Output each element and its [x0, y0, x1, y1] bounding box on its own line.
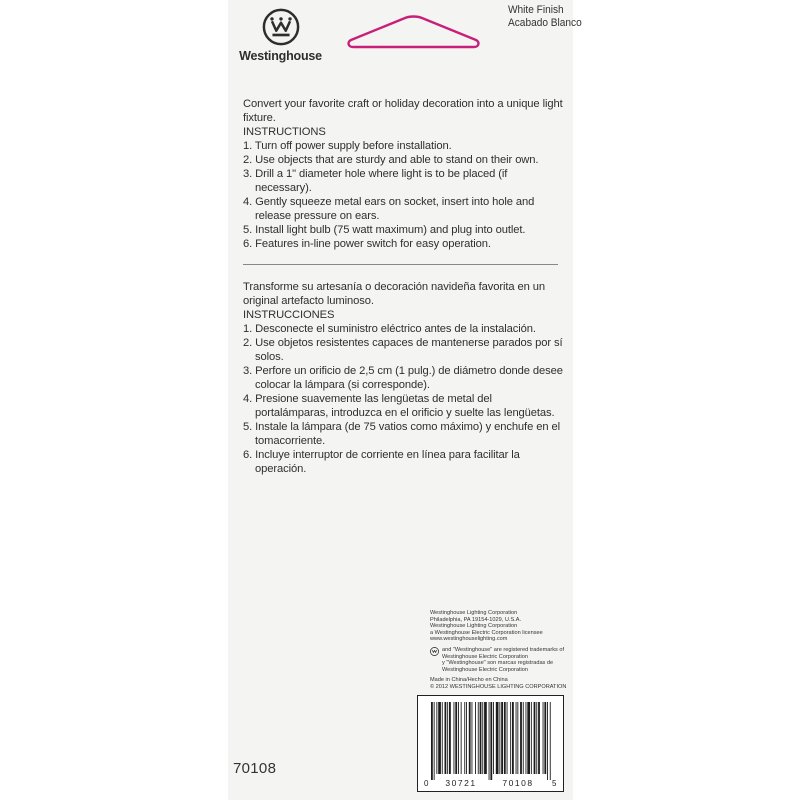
barcode-bar: [490, 702, 492, 780]
barcode-digit-right: 5: [552, 779, 557, 788]
english-step: 5. Install light bulb (75 watt maximum) and plug into outlet.: [243, 224, 526, 236]
english-intro: Convert your favorite craft or holiday decoration into a unique light fixture.: [243, 98, 563, 124]
barcode-bar: [547, 702, 548, 780]
barcode-bar: [520, 702, 522, 774]
english-step: 3. Drill a 1" diameter hole where light is to be placed (if necessary).: [243, 168, 508, 194]
westinghouse-logo-icon: [262, 8, 300, 46]
made-in: Made in China/Hecho en China: [430, 677, 508, 684]
trademark-row: [430, 647, 570, 673]
barcode-bar: [464, 702, 465, 774]
barcode-digit-left: 0: [424, 779, 429, 788]
spanish-steps: [243, 322, 565, 476]
barcode-bar: [550, 702, 551, 780]
barcode-bar: [499, 702, 500, 774]
barcode-bar: [489, 702, 490, 780]
sku-number: 70108: [233, 760, 277, 777]
upc-barcode: [417, 695, 564, 792]
finish-en: White Finish: [508, 4, 564, 16]
barcode-bar: [480, 702, 482, 774]
barcode-bar: [544, 702, 546, 774]
spanish-step: 2. Use objetos resistentes capaces de mantenerse parados por sí solos.: [243, 337, 563, 363]
barcode-bar: [526, 702, 527, 774]
english-heading: INSTRUCTIONS: [243, 126, 326, 138]
barcode-bar: [478, 702, 479, 774]
barcode-bar: [534, 702, 536, 774]
barcode-bar: [510, 702, 511, 774]
barcode-bar: [449, 702, 451, 774]
hang-hole-icon: [345, 14, 482, 54]
spanish-heading: INSTRUCCIONES: [243, 309, 335, 321]
barcode-bar: [501, 702, 503, 774]
spanish-step: 3. Perfore un orificio de 2,5 cm (1 pulg.) de diámetro donde desee colocar la lámpara (si corresponde).: [243, 365, 563, 391]
brand-logo: [238, 8, 323, 63]
barcode-bar: [516, 702, 517, 774]
barcode-graphic: [418, 696, 563, 791]
barcode-bar: [434, 702, 435, 780]
section-divider: [243, 264, 558, 265]
legal-company: Westinghouse Lighting Corporation: [430, 610, 518, 616]
barcode-bar: [454, 702, 455, 774]
barcode-bar: [458, 702, 459, 774]
barcode-bar: [538, 702, 540, 774]
spanish-step: 5. Instale la lámpara (de 75 vatios como máximo) y enchufe en el tomacorriente.: [243, 421, 560, 447]
barcode-bar: [484, 702, 487, 774]
finish-es: Acabado Blanco: [508, 17, 582, 29]
barcode-digits-2: 70108: [502, 778, 534, 788]
barcode-bar: [472, 702, 473, 774]
barcode-bar: [445, 702, 447, 774]
legal-website: www.westinghouselighting.com: [430, 636, 508, 643]
barcode-bar: [523, 702, 524, 774]
barcode-bar: [447, 702, 448, 774]
spanish-section: [243, 280, 565, 476]
brand-name: Westinghouse: [239, 49, 322, 63]
english-step: 6. Features in-line power switch for easy operation.: [243, 238, 491, 250]
trademark-en: and "Westinghouse" are registered trademarks of Westinghouse Electric Corporation: [442, 646, 565, 660]
barcode-bar: [475, 702, 476, 774]
barcode-bar: [531, 702, 532, 774]
spanish-step: 1. Desconecte el suministro eléctrico antes de la instalación.: [243, 323, 536, 335]
barcode-bar: [466, 702, 467, 774]
barcode-digits-1: 30721: [445, 778, 477, 788]
legal-address: Philadelphia, PA 19154-1029, U.S.A.: [430, 616, 522, 623]
small-westinghouse-logo-icon: [430, 647, 439, 656]
legal-block: [430, 610, 570, 691]
trademark-es: y "Westinghouse" son marcas registradas de Westinghouse Electric Corporation: [442, 660, 554, 673]
barcode-bar: [455, 702, 457, 774]
spanish-step: 4. Presione suavemente las lengüetas de metal del portalámparas, introduzca en el orificio y suelte las lengüetas.: [243, 393, 555, 419]
barcode-bar: [436, 702, 437, 774]
barcode-bar: [469, 702, 471, 774]
legal-licensee-1: Westinghouse Lighting Corporation: [430, 623, 518, 630]
finish-label: [508, 4, 588, 30]
barcode-bar: [517, 702, 518, 774]
barcode-bar: [504, 702, 506, 774]
copyright: © 2012 WESTINGHOUSE LIGHTING CORPORATION: [430, 683, 567, 690]
spanish-step: 6. Incluye interruptor de corriente en línea para facilitar la operación.: [243, 449, 520, 475]
barcode-bar: [442, 702, 443, 774]
barcode-bar: [536, 702, 537, 774]
english-step: 4. Gently squeeze metal ears on socket, insert into hole and release pressure on ears.: [243, 196, 535, 222]
barcode-bar: [461, 702, 462, 774]
english-steps: [243, 139, 565, 251]
english-step: 1. Turn off power supply before installation.: [243, 140, 452, 152]
english-section: [243, 97, 565, 251]
barcode-bar: [496, 702, 499, 774]
barcode-bar: [482, 702, 483, 774]
barcode-bar: [543, 702, 544, 774]
barcode-bar: [512, 702, 514, 774]
barcode-bar: [438, 702, 441, 774]
barcode-bar: [431, 702, 433, 780]
barcode-bar: [527, 702, 530, 774]
spanish-intro: Transforme su artesanía o decoración navideña favorita en un original artefacto luminoso.: [243, 281, 546, 307]
barcode-bar: [493, 702, 494, 774]
english-step: 2. Use objects that are sturdy and able to stand on their own.: [243, 154, 539, 166]
barcode-bar: [507, 702, 508, 774]
legal-licensee-2: a Westinghouse Electric Corporation licensee: [430, 629, 543, 636]
